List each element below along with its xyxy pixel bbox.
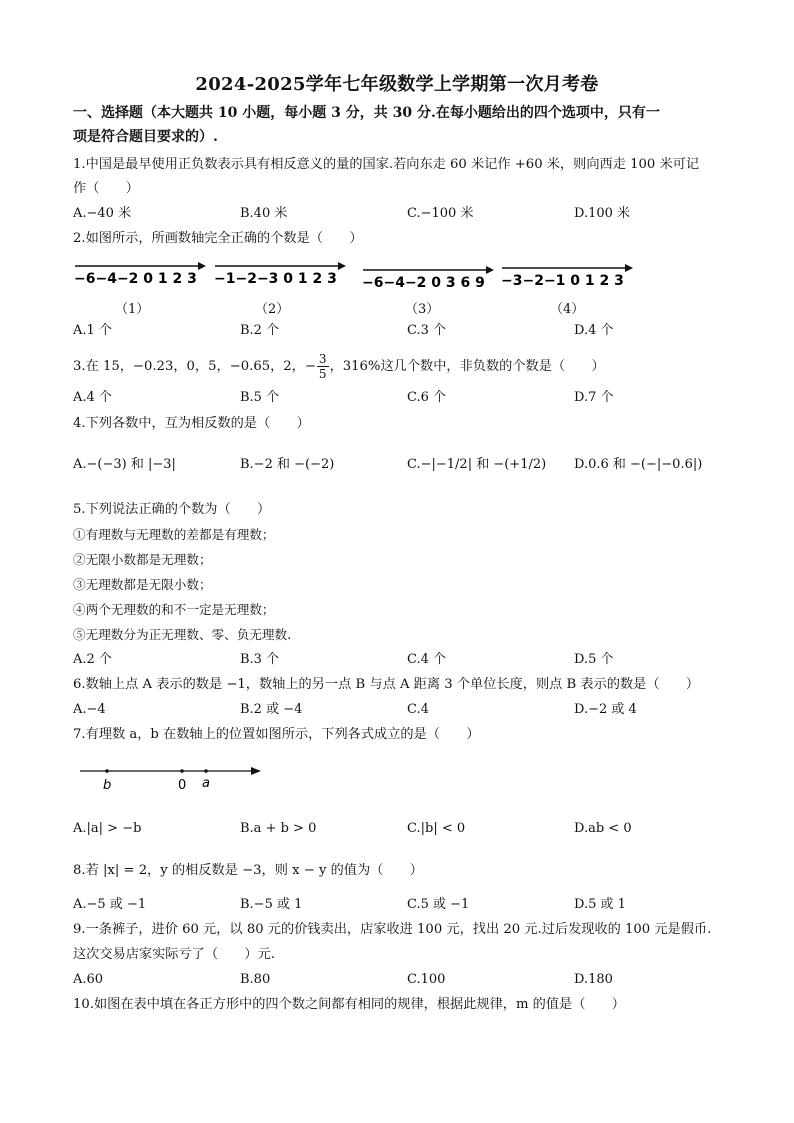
q6-option-c: C.4 <box>407 702 429 717</box>
q3-stem-before: 3.在 15，−0.23，0，5，−0.65，2，− <box>73 359 316 374</box>
q5-statement-1: ①有理数与无理数的差都是有理数； <box>73 527 275 542</box>
q3-options <box>73 386 733 410</box>
q1-stem-line1: 1.中国是最早使用正负数表示具有相反意义的量的国家.若向东走 60 米记作 +60 米，则向西走 100 米可记 <box>73 157 700 172</box>
q5-options <box>73 648 733 672</box>
q3-fraction-numerator: 3 <box>318 352 327 366</box>
q5-stem: 5.下列说法正确的个数为（ ） <box>73 502 271 517</box>
number-line-2-caption: （2） <box>255 302 290 317</box>
q8-option-d: D.5 或 1 <box>574 897 626 912</box>
q8-option-a: A.−5 或 −1 <box>73 897 147 912</box>
q8-stem: 8.若 |x| = 2，y 的相反数是 −3，则 x − y 的值为（ ） <box>73 863 423 878</box>
q4-stem: 4.下列各数中，互为相反数的是（ ） <box>73 416 310 431</box>
number-line-4-caption: （4） <box>550 302 585 317</box>
q5-statement-2: ②无限小数都是无理数； <box>73 552 212 567</box>
q9-option-d: D.180 <box>574 972 613 987</box>
q2-option-b: B.2 个 <box>240 323 280 338</box>
q7-point-zero <box>180 769 184 773</box>
q6-option-b: B.2 或 −4 <box>240 702 303 717</box>
q8-option-c: C.5 或 −1 <box>407 897 470 912</box>
q10-stem: 10.如图在表中填在各正方形中的四个数之间都有相同的规律，根据此规律，m 的值是（ ） <box>73 997 625 1012</box>
number-line-3-caption: （3） <box>405 302 440 317</box>
q6-option-d: D.−2 或 4 <box>574 702 637 717</box>
q4-option-d: D.0.6 和 −(−|−0.6|) <box>574 457 703 472</box>
q1-option-a: A.−40 米 <box>73 206 132 221</box>
q2-option-a: A.1 个 <box>73 323 112 338</box>
q9-option-c: C.100 <box>407 972 446 987</box>
page-title: 2024-2025学年七年级数学上学期第一次月考卷 <box>195 74 599 95</box>
q3-stem-after: ，316%这几个数中，非负数的个数是（ ） <box>329 359 605 374</box>
q3-option-a: A.4 个 <box>73 390 112 405</box>
number-line-1-caption: （1） <box>115 302 150 317</box>
q9-option-b: B.80 <box>240 972 271 987</box>
q5-option-a: A.2 个 <box>73 652 112 667</box>
number-line-1-labels: −6−4−2 0 1 2 3 <box>74 271 197 287</box>
q1-stem-line2: 作（ ） <box>73 181 139 196</box>
q8-options <box>73 893 733 917</box>
q4-option-c: C.−|−1/2| 和 −(+1/2) <box>407 457 547 472</box>
q2-option-c: C.3 个 <box>407 323 447 338</box>
q3-option-b: B.5 个 <box>240 390 280 405</box>
q3-option-d: D.7 个 <box>574 390 614 405</box>
section-heading-line2: 项是符合题目要求的）. <box>73 129 218 145</box>
q4-options <box>73 453 733 477</box>
q5-statement-5: ⑤无理数分为正无理数、零、负无理数. <box>73 627 292 642</box>
q7-stem: 7.有理数 a，b 在数轴上的位置如图所示，下列各式成立的是（ ） <box>73 727 480 742</box>
q3-fraction-denominator: 5 <box>318 367 327 381</box>
q6-option-a: A.−4 <box>73 702 106 717</box>
number-line-1 <box>74 262 206 287</box>
q7-point-a <box>204 769 208 773</box>
q1-option-b: B.40 米 <box>240 206 288 221</box>
q5-option-b: B.3 个 <box>240 652 280 667</box>
q3-option-c: C.6 个 <box>407 390 447 405</box>
q7-option-c: C.|b| < 0 <box>407 821 466 836</box>
q7-options <box>73 817 733 841</box>
q4-option-a: A.−(−3) 和 |−3| <box>73 457 176 472</box>
q6-options <box>73 698 733 722</box>
q1-option-c: C.−100 米 <box>407 206 474 221</box>
number-line-3 <box>362 266 494 288</box>
q7-label-a: a <box>202 776 210 791</box>
q8-option-b: B.−5 或 1 <box>240 897 303 912</box>
q7-label-zero: 0 <box>178 778 187 793</box>
q1-option-d: D.100 米 <box>574 206 631 221</box>
q2-options <box>73 319 733 343</box>
q1-options <box>73 202 733 226</box>
number-line-4 <box>501 264 633 288</box>
number-line-4-labels: −3−2−1 0 1 2 3 <box>501 273 624 288</box>
q9-stem-line1: 9.一条裤子，进价 60 元，以 80 元的价钱卖出，店家收进 100 元，找出 20 元.过后发现收的 100 元是假币. <box>73 922 712 937</box>
q9-options <box>73 968 733 992</box>
q3-fraction <box>317 352 329 381</box>
q5-statement-4: ④两个无理数的和不一定是无理数； <box>73 602 275 617</box>
q5-option-c: C.4 个 <box>407 652 447 667</box>
section-heading-line1: 一、选择题（本大题共 10 小题，每小题 3 分，共 30 分.在每小题给出的四个选项中，只有一 <box>73 105 660 121</box>
q5-option-d: D.5 个 <box>574 652 614 667</box>
q9-option-a: A.60 <box>73 972 104 987</box>
q2-option-d: D.4 个 <box>574 323 614 338</box>
number-line-2 <box>214 262 346 287</box>
q7-number-line <box>75 760 275 794</box>
q9-stem-line2: 这次交易店家实际亏了（ ）元. <box>73 947 276 962</box>
q3-stem <box>73 352 733 381</box>
q7-option-b: B.a + b > 0 <box>240 821 317 836</box>
q2-number-lines <box>70 258 640 288</box>
q7-option-a: A.|a| > −b <box>73 821 142 836</box>
number-line-3-labels: −6−4−2 0 3 6 9 <box>362 275 485 288</box>
q4-option-b: B.−2 和 −(−2) <box>240 457 335 472</box>
q7-label-b: b <box>103 778 112 793</box>
q5-statement-3: ③无理数都是无限小数； <box>73 577 212 592</box>
q7-axis-arrow <box>251 767 261 775</box>
q7-option-d: D.ab < 0 <box>574 821 632 836</box>
q6-stem: 6.数轴上点 A 表示的数是 −1，数轴上的另一点 B 与点 A 距离 3 个单位长度，则点 B 表示的数是（ ） <box>73 677 700 692</box>
q2-stem: 2.如图所示，所画数轴完全正确的个数是（ ） <box>73 231 363 246</box>
q7-point-b <box>105 769 109 773</box>
number-line-2-labels: −1−2−3 0 1 2 3 <box>214 271 337 287</box>
